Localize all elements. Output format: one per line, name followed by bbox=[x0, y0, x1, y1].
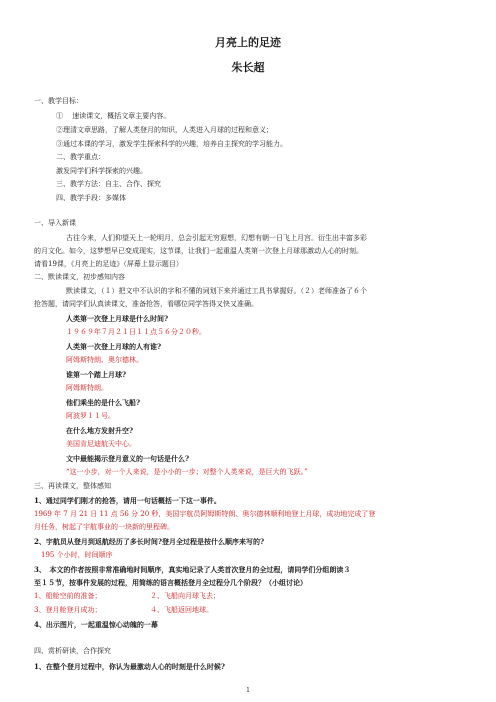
step3-question-2: 2、宇航员从登月到返航经历了多长时间?登月全过程是按什么顺序来写的? bbox=[34, 537, 265, 546]
key-text: 激发同学们科学探索的兴趣。 bbox=[56, 167, 147, 175]
phase-2: ２、飞船向月球飞去； bbox=[150, 592, 220, 600]
document-title: 月亮上的足迹 bbox=[215, 36, 281, 49]
goal-1: ① 速读课文，概括文章主要内容。 bbox=[56, 112, 171, 120]
step3-answer-1-line2: 月任务，树起了宇航事业的一块新的里程碑。 bbox=[34, 523, 174, 531]
page-number: 1 bbox=[246, 687, 250, 694]
phase-1: 1、船舱空前的准备； bbox=[34, 592, 102, 600]
question-3: 谁第一个踏上月球? bbox=[66, 370, 127, 379]
step4-question-1: 1、在整个登月过程中，你认为最激动人心的时刻是什么时候? bbox=[34, 662, 225, 671]
step3-question-1: 1、通过同学们刚才的抢答，请用一句话概括一下这一事件。 bbox=[34, 496, 221, 505]
answer-4: 阿波罗１１号。 bbox=[66, 412, 115, 420]
teaching-method: 三、教学方法：自主、合作、探究 bbox=[56, 180, 161, 188]
answer-2: 阿姆斯特朗、奥尔德林。 bbox=[66, 356, 143, 364]
goals-heading: 一、教学目标： bbox=[34, 97, 83, 105]
step3-answer-2: 195 个小时，时间顺序 bbox=[34, 551, 113, 559]
step3-answer-1-line1: 1969 年 7 月 21 日 11 点 56 分 20 秒，美国宇航员阿姆斯特朗、奥尔德林顺利地登上月球，成功地完成了登 bbox=[34, 510, 376, 518]
answer-5: 美国肯尼迪航天中心。 bbox=[66, 440, 136, 448]
answer-3: 阿姆斯特朗。 bbox=[66, 384, 108, 392]
step1-intro-line1: 古往今来，人们仰望天上一轮明月，总会引起无穷遐想，幻想有朝一日飞上月宫。衍生出丰富多彩 bbox=[66, 234, 367, 242]
answer-1: １９６９年７月２１日１１点５６分２０秒。 bbox=[66, 328, 206, 336]
step1-intro-line2: 的月文化。如今，这梦想早已变成现实，这节课，让我们一起重温人类第一次登上月球那激动人心的时刻。 bbox=[34, 247, 363, 255]
key-heading: 二、教学重点： bbox=[56, 153, 105, 161]
phase-4: ４、飞船返回地球。 bbox=[150, 606, 213, 614]
question-2: 人类第一次登上月球的人有谁? bbox=[66, 342, 162, 351]
step1-heading: 一、导入新课 bbox=[34, 219, 76, 227]
question-1: 人类第一次登上月球是什么时间? bbox=[66, 314, 169, 323]
step2-task-line1: 默读课文，（１）把文中不认识的字和不懂的词划下来并通过工具书掌握好。（２）老师准备了６个 bbox=[66, 287, 367, 295]
step3-heading: 三、再读课文，整体感知 bbox=[34, 482, 111, 490]
answer-6: “这一小步，对一个人来说，是小小的一步；对整个人类来说，是巨大的飞跃。” bbox=[66, 468, 308, 476]
step3-question-4: 4、出示图片，一起重温惊心动魄的一幕 bbox=[34, 620, 158, 629]
question-6: 文中最能揭示登月意义的一句话是什么? bbox=[66, 454, 190, 463]
teaching-means: 四、教学手段：多媒体 bbox=[56, 194, 126, 202]
step2-heading: 二、默读课文，初步感知内容 bbox=[34, 273, 125, 281]
question-5: 在什么地方发射升空? bbox=[66, 426, 134, 435]
step4-heading: 四、赏析研读，合作探究 bbox=[34, 647, 111, 655]
step1-intro-line3: 请看19课，《月亮上的足迹》（屏幕上显示题目） bbox=[34, 260, 183, 268]
document-author: 朱长超 bbox=[231, 61, 265, 74]
goal-3: ③通过本课的学习，激发学生探索科学的兴趣，培养自主探究的学习能力。 bbox=[56, 140, 287, 148]
step3-question-3-line1: 3、 本文的作者按照非常准确地时间顺序，真实地记录了人类首次登月的全过程，请同学们分组朗读３ bbox=[34, 565, 351, 574]
step2-task-line2: 抢答题，请同学们认真读课文，准备抢答，看哪位同学答得又快又准确。 bbox=[34, 300, 258, 308]
question-4: 他们乘坐的是什么飞船? bbox=[66, 398, 141, 407]
phase-3: 3、登月舱登月成功； bbox=[34, 606, 102, 614]
goal-2: ②理清文章思路，了解人类登月的知识，人类进入月球的过程和意义； bbox=[56, 126, 273, 134]
step3-question-3-line2: 至１５节，按事件发展的过程，用简练的语言概括登月全过程分几个阶段？（小组讨论） bbox=[34, 578, 307, 587]
